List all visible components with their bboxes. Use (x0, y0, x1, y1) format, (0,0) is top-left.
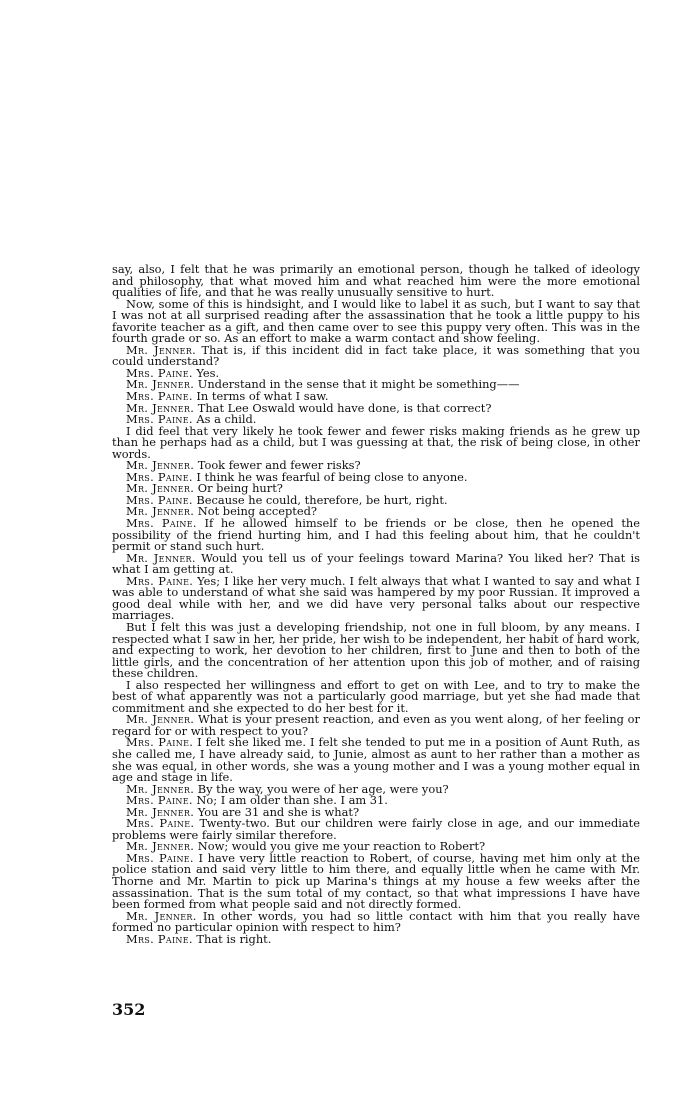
paragraph-text: Yes. (196, 365, 220, 380)
paragraph-text: No; I am older than she. I am 31. (196, 793, 388, 808)
paragraph-text: Or being hurt? (197, 481, 283, 496)
paragraph-text: By the way, you were of her age, were you? (197, 781, 449, 796)
testimony-paragraph (112, 550, 640, 577)
paragraph-text: Now; would you give me your reaction to Robert? (197, 839, 486, 854)
speaker-label: Mr. Jenner. (126, 781, 195, 796)
paragraph-text: Now, some of this is hindsight, and I would like to label it as such, but I want to say that I was not at all surprised reading after the assassination that he took a little puppy to his favorite teacher as a gift, and then came over to see this puppy very often. This was in the fourth grade or so. As an effort to make a warm contact and show feeling. (112, 296, 640, 346)
speaker-label: Mrs. Paine. (126, 735, 194, 750)
paragraph-text: Because he could, therefore, be hurt, right. (196, 492, 448, 507)
paragraph-text: That is, if this incident did in fact take place, it was something that you could understand? (112, 342, 641, 369)
speaker-label: Mr. Jenner. (126, 377, 195, 392)
speaker-label: Mrs. Paine. (126, 816, 195, 831)
paragraph-text: say, also, I felt that he was primarily an emotional person, though he talked of ideology and philosophy, that what moved him and what reached him were the more emotional qualities of life, and that he was really unusually sensitive to hurt. (112, 262, 640, 300)
speaker-label: Mr. Jenner. (126, 400, 195, 415)
paragraph-text: You are 31 and she is what? (197, 804, 360, 819)
paragraph-text: In other words, you had so little contact with him that you really have formed no particular opinion with respect to him? (112, 908, 641, 935)
testimony-paragraph (112, 714, 640, 737)
speaker-label: Mr. Jenner. (126, 712, 195, 727)
speaker-label: Mrs. Paine. (126, 469, 193, 484)
speaker-label: Mrs. Paine. (126, 516, 197, 531)
paragraph-text: Not being accepted? (197, 504, 317, 519)
testimony-paragraph (112, 573, 640, 623)
narrative-paragraph (112, 677, 640, 715)
testimony-paragraph (112, 908, 641, 935)
speaker-label: Mrs. Paine. (126, 573, 194, 588)
paragraph-text: If he allowed himself to be friends or be close, then he opened the possibility of the friend hurting him, and I had this feeling about him, that he couldn't permit or stand such hurt. (112, 516, 640, 554)
testimony-paragraph (112, 818, 640, 841)
testimony-paragraph (112, 518, 640, 553)
speaker-label: Mr. Jenner. (126, 908, 197, 923)
paragraph-text: Yes; I like her very much. I felt always that what I wanted to say and what I was able to understand of what she said was hampered by my poor Russian. It improved a good deal while with her, and we did have very personal talks about our respective marriages. (112, 573, 640, 623)
narrative-paragraph (112, 423, 640, 461)
paragraph-text: Understand in the sense that it might be something—— (197, 377, 520, 392)
speaker-label: Mrs. Paine. (126, 931, 193, 946)
paragraph-text: That Lee Oswald would have done, is that correct? (197, 400, 492, 415)
paragraph-text: I felt she liked me. I felt she tended to put me in a position of Aunt Ruth, as she called me, I have already said, to Junie, almost as aunt to her rather than a mother as she was equal, in other words, she was a young mother and I was a young mother equal in age and stage in life. (112, 735, 640, 785)
speaker-label: Mr. Jenner. (126, 458, 195, 473)
paragraph-text: I have very little reaction to Robert, of course, having met him only at the police station and said very little to him there, and equally little when he came with Mr. Thorne and Mr. Martin to pick up Marina's things at my house a few weeks after the assassination. That is the sum total of my contact, so that what impressions I have have been formed from what people said and not directly formed. (112, 850, 641, 912)
speaker-label: Mrs. Paine. (126, 365, 193, 380)
testimony-paragraph (112, 850, 641, 912)
speaker-label: Mrs. Paine. (126, 412, 193, 427)
speaker-label: Mr. Jenner. (126, 804, 195, 819)
speaker-label: Mr. Jenner. (126, 342, 197, 357)
speaker-label: Mr. Jenner. (126, 504, 195, 519)
speaker-label: Mr. Jenner. (126, 481, 195, 496)
transcript-body (112, 264, 640, 945)
speaker-label: Mr. Jenner. (126, 550, 196, 565)
paragraph-text: I think he was fearful of being close to anyone. (196, 469, 468, 484)
narrative-paragraph (112, 619, 640, 681)
paragraph-text: Took fewer and fewer risks? (197, 458, 361, 473)
paragraph-text: What is your present reaction, and even as you went along, of her feeling or regard for or with respect to you? (112, 712, 640, 738)
narrative-paragraph (112, 296, 640, 346)
paragraph-text: Twenty-two. But our children were fairly close in age, and our immediate problems were fairly similar therefore. (112, 816, 640, 842)
testimony-paragraph (112, 931, 640, 946)
paragraph-text: In terms of what I saw. (196, 389, 329, 404)
speaker-label: Mrs. Paine. (126, 793, 193, 808)
narrative-paragraph (112, 264, 640, 299)
paragraph-text: I also respected her willingness and effort to get on with Lee, and to try to make the best of what apparently was not a particularly good marriage, but yet she had made that commitment and she expected to do her best for it. (112, 677, 640, 715)
page-number: 352 (112, 1000, 146, 1019)
speaker-label: Mr. Jenner. (126, 839, 195, 854)
speaker-label: Mrs. Paine. (126, 850, 194, 865)
testimony-paragraph (112, 342, 641, 369)
speaker-label: Mrs. Paine. (126, 389, 193, 404)
paragraph-text: That is right. (196, 931, 272, 946)
paragraph-text: As a child. (196, 412, 257, 427)
testimony-paragraph (112, 737, 640, 783)
paragraph-text: Would you tell us of your feelings toward Marina? You liked her? That is what I am getting at. (112, 550, 640, 577)
paragraph-text: I did feel that very likely he took fewer and fewer risks making friends as he grew up than he perhaps had as a child, but I was guessing at that, the risk of being close, in other words. (112, 423, 640, 461)
speaker-label: Mrs. Paine. (126, 492, 193, 507)
paragraph-text: But I felt this was just a developing friendship, not one in full bloom, by any means. I respected what I saw in her, her pride, her wish to be independent, her habit of hard work, and expecting to work, her devotion to her children, first to June and then to both of the little girls, and the concentration of her attention upon this job of mother, and of raising these children. (112, 619, 640, 681)
